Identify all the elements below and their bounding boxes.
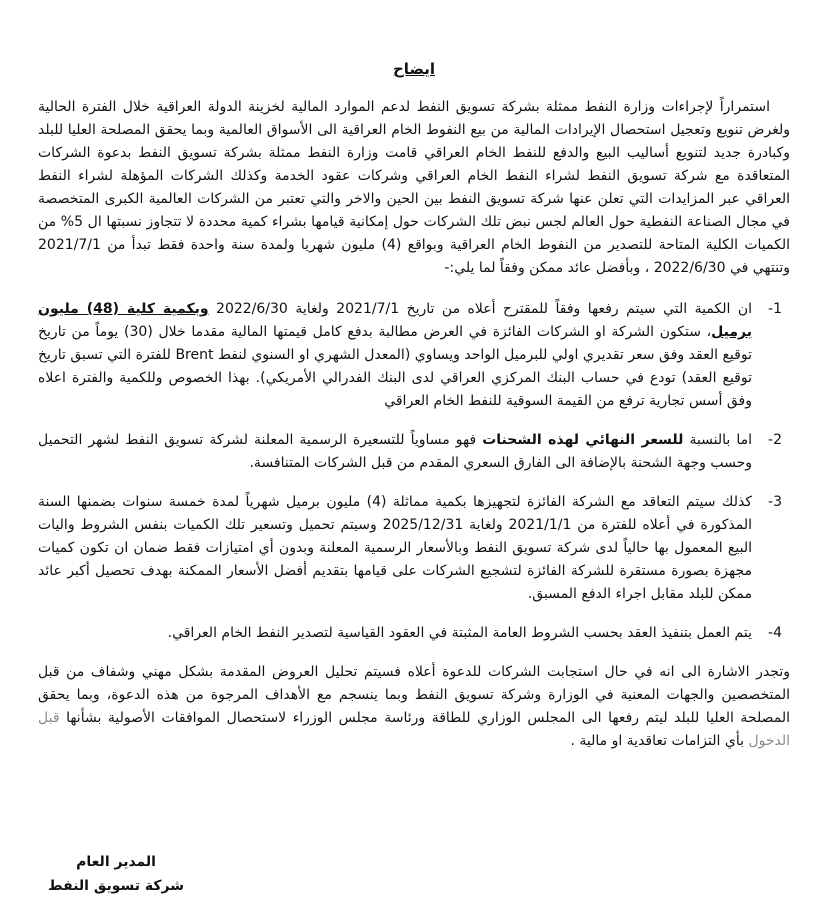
list-item-text <box>38 298 752 413</box>
signature-block <box>48 850 184 898</box>
list-item-number: -2 <box>768 432 782 448</box>
list-item <box>38 429 790 475</box>
document-page <box>38 60 790 753</box>
list-item-number: -1 <box>768 301 782 317</box>
document-title: ايضاح <box>393 60 435 78</box>
item-text-part: ان الكمية التي سيتم رفعها وفقاً للمقترح أعلاه من تاريخ 2021/7/1 ولغاية 2022/6/30 <box>208 301 752 317</box>
closing-paragraph <box>38 661 790 753</box>
list-item-text: كذلك سيتم التعاقد مع الشركة الفائزة لتجهيزها بكمية مماثلة (4) مليون برميل شهرياً لمدة خمسة سنوات بضمنها السنة المذكورة في أعلاه للفترة من 2021/1/1 ولغاية 2025/12/31 وسيتم تحميل وتسعير تلك الكميات بنفس الشروط واليات البيع المعمول بها حالياً لدى شركة تسويق النفط وبالأسعار الرسمية المعلنة وبدون أي امتيازات فقط ضمان ان تكون كميات مجهزة بصورة مستقرة للشركة الفائزة لتشجيع الشركات على قيامها بتقديم أفضل الأسعار الممكنة بهدف تحصيل أكبر عائد ممكن للبلد مقابل اجراء الدفع المسبق. <box>38 494 752 602</box>
list-item-text <box>38 429 752 475</box>
list-item-number: -3 <box>768 494 782 510</box>
list-item-text: يتم العمل بتنفيذ العقد بحسب الشروط العامة المثبتة في العقود القياسية لتصدير النفط الخام العراقي. <box>167 625 752 641</box>
item-emphasis: وبكمية كلية (48) مليون برميل <box>38 301 753 340</box>
closing-text-end: بأي التزامات تعاقدية او مالية . <box>570 733 749 749</box>
item-text-part: فهو مساوياً للتسعيرة الرسمية المعلنة لشركة تسويق النفط لشهر التحميل وحسب وجهة الشحنة بالإضافة الى الفارق السعري المقدم من قبل الشركات المتنافسة. <box>38 432 752 471</box>
signature-title: المدير العام <box>76 854 156 870</box>
list-item <box>38 491 790 606</box>
signature-company: شركة تسويق النفط <box>48 878 184 894</box>
numbered-list <box>38 298 790 645</box>
closing-grey-text: قبل الدخول <box>38 710 790 749</box>
closing-text: وتجدر الاشارة الى انه في حال استجابت الشركات للدعوة أعلاه فسيتم تحليل العروض المقدمة بشكل مهني وشفاف من قبل المتخصصين والجهات المعنية في الوزارة وشركة تسويق النفط وبما ينسجم مع الأهداف المرجوة من هذه الدعوة، وبما يحقق المصلحة العليا للبلد ليتم رفعها الى المجلس الوزاري للطاقة ورئاسة مجلس الوزراء لاستحصال الموافقات الأصولية بشأنها <box>38 664 790 726</box>
list-item <box>38 298 790 413</box>
intro-paragraph: استمراراً لإجراءات وزارة النفط ممثلة بشركة تسويق النفط لدعم الموارد المالية لخزينة الدولة العراقية خلال الفترة الحالية ولغرض تنويع وتعجيل استحصال الإيرادات المالية من بيع النفوط الخام العراقية الى الأسواق العالمية وبما يحقق المصلحة العليا للبلد وكبادرة جديد لتنويع أساليب البيع والدفع للنفط الخام العراقي قامت وزارة النفط ممثلة بشركة تسويق النفط بدعوة الشركات المتعاقدة مع شركة تسويق النفط لشراء النفط الخام العراقي وشركات عقود الخدمة وكذلك الشركات المؤهلة لشراء النفط العراقي عبر المزايدات التي تعلن عنها شركة تسويق النفط بين الحين والاخر والتي تعتبر من الشركات العالمية الكبرى المتخصصة في مجال الصناعة النفطية حول العالم لجس نبض تلك الشركات حول إمكانية قيامها بشراء كمية محددة لا تتجاوز نسبتها ال 5% من الكميات الكلية المتاحة للتصدير من النفوط الخام العراقية وبواقع (4) مليون شهريا ولمدة سنة واحدة فقط تبدأ من 2021/7/1 وتنتهي في 2022/6/30 ، وبأفضل عائد ممكن وفقاً لما يلي:- <box>38 99 790 276</box>
list-item <box>38 622 790 645</box>
item-emphasis: للسعر النهائي لهذه الشحنات <box>482 432 684 448</box>
list-item-number: -4 <box>768 625 782 641</box>
item-text-part: اما بالنسبة <box>683 432 752 448</box>
item-text-part: ، ستكون الشركة او الشركات الفائزة في العرض مطالبة بدفع كامل قيمتها المالية مقدما خلال (30) يوماً من تاريخ توقيع العقد وفق سعر تقديري اولي للبرميل الواحد ويساوي (المعدل الشهري او السنوي لنفط Brent للفترة التي تسبق تاريخ توقيع العقد) تودع في حساب البنك المركزي العراقي لدى البنك الفدرالي الأمريكي). بهذا الخصوص وللكمية والفترة اعلاه وفق أسس تجارية ترفع من القيمة السوقية للنفط الخام العراقي <box>38 324 752 409</box>
